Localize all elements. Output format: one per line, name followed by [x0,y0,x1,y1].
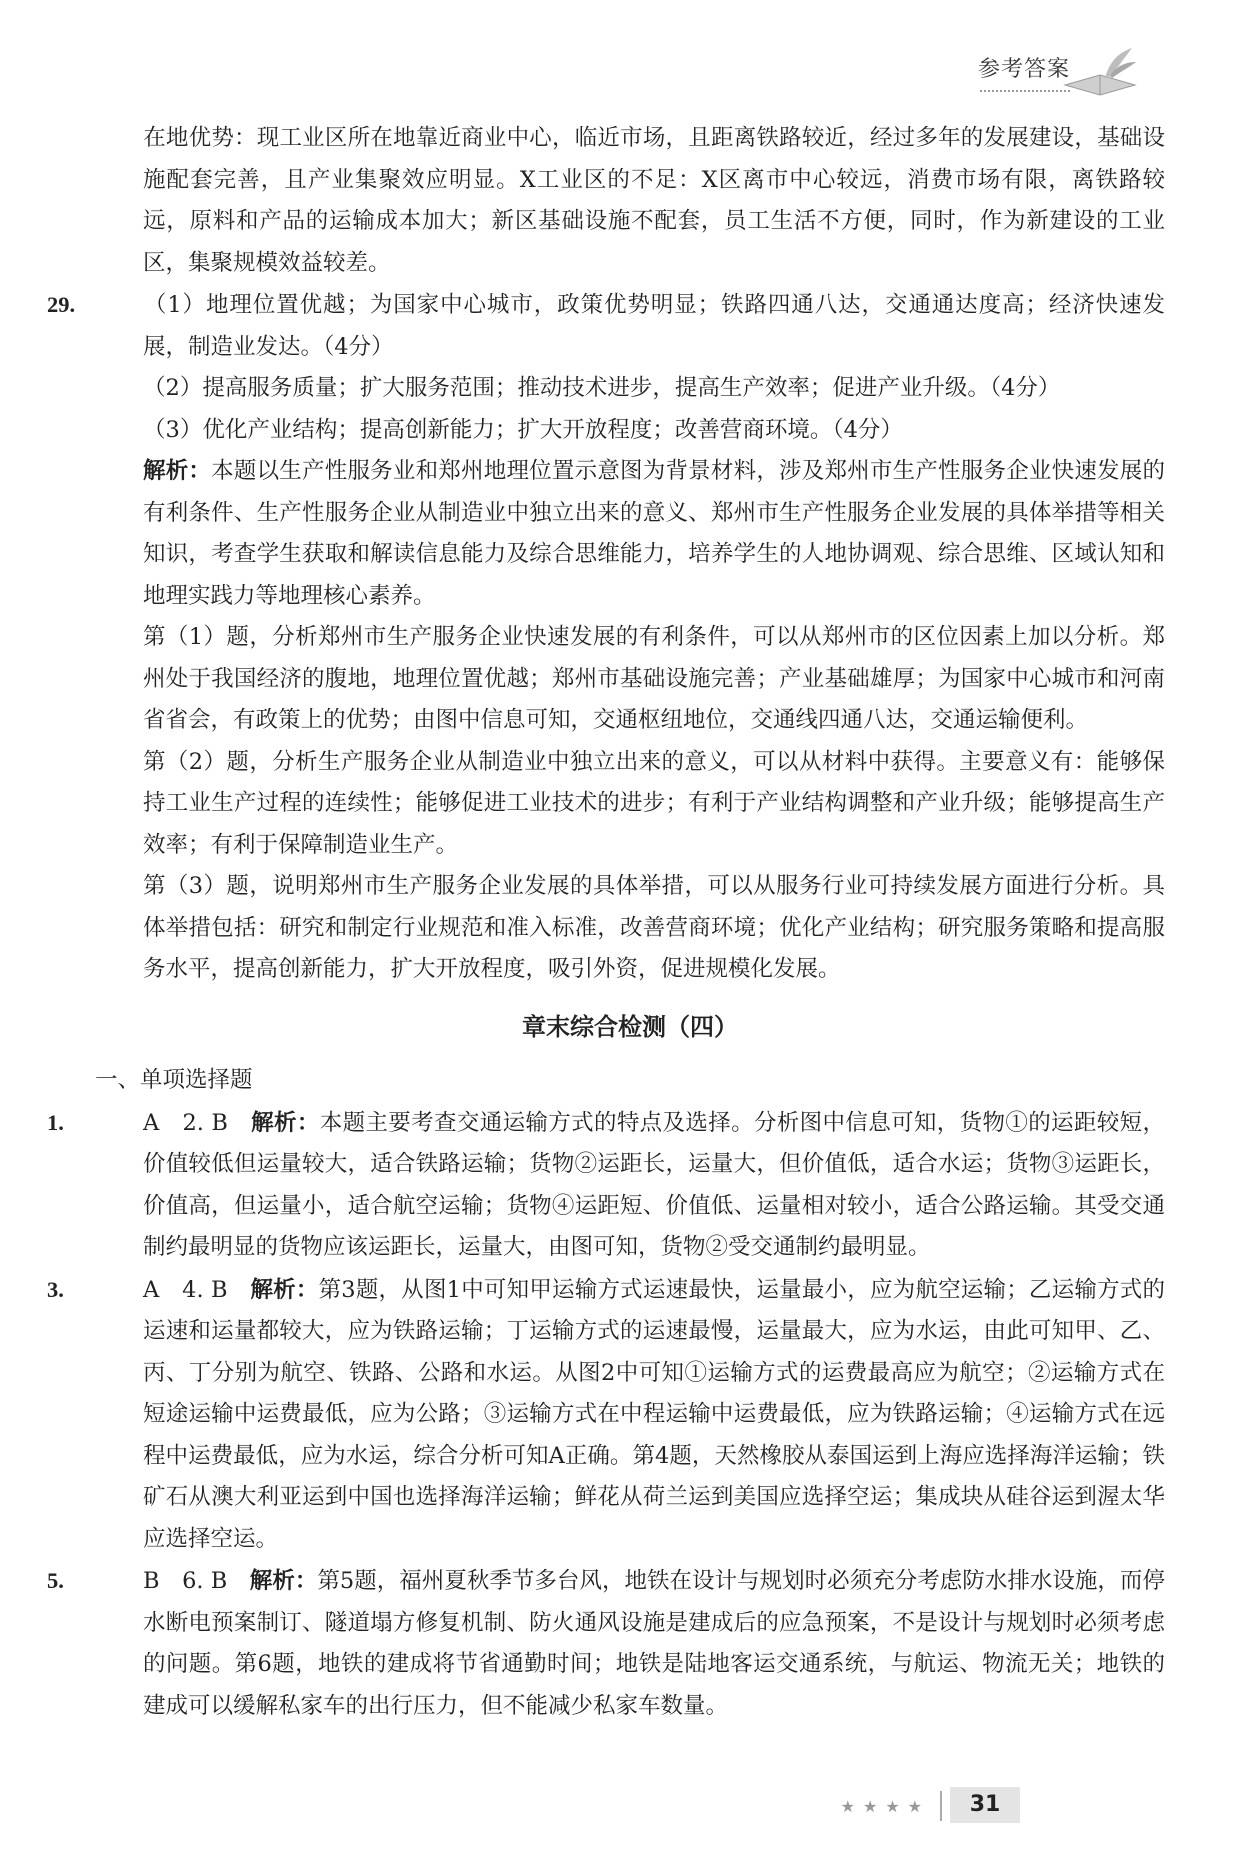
book-plant-icon [1060,40,1140,100]
q29-answer-1 [47,284,1165,368]
analysis-label: 解析： [249,1568,318,1594]
item-5-6 [47,1560,1165,1727]
page-number: 31 [950,1787,1020,1823]
q29-analysis [95,451,1165,617]
header-dotted-line [980,90,1070,92]
footer-divider [940,1791,942,1821]
analysis-label: 解析： [143,458,212,484]
q29-answer-3: （3）优化产业结构；提高创新能力；扩大开放程度；改善营商环境。（4分） [143,416,903,443]
intro-paragraph [95,118,1165,284]
item-3-4 [47,1269,1165,1561]
question-number: 3. [47,1276,64,1302]
q29-part1: 第（1）题，分析郑州市生产服务企业快速发展的有利条件，可以从郑州市的区位因素上加以分析。郑州处于我国经济的腹地，地理位置优越；郑州市基础设施完善；产业基础雄厚；为国家中心城市和河南省省会，有政策上的优势；由图中信息可知，交通枢纽地位，交通线四通八达，交通运输便利。 [143,624,1165,733]
analysis-text: 本题以生产性服务业和郑州地理位置示意图为背景材料，涉及郑州市生产性服务企业快速发展的有利条件、生产性服务企业从制造业中独立出来的意义、郑州市生产性服务企业发展的具体举措等相关知识，考查学生获取和解读信息能力及综合思维能力，培养学生的人地协调观、综合思维、区域认知和地理实践力等地理核心素养。 [143,458,1165,609]
analysis-text: 本题主要考查交通运输方式的特点及选择。分析图中信息可知，货物①的运距较短，价值较低但运量较大，适合铁路运输；货物②运距长，运量大，但价值低，适合水运；货物③运距长，价值高，但运量小，适合航空运输；货物④运距短、价值低、运量相对较小，适合公路运输。其受交通制约最明显的货物应该运距长，运量大，由图可知，货物②受交通制约最明显。 [143,1109,1165,1260]
header-title: 参考答案 [977,57,1070,82]
page-footer [810,1787,1020,1827]
star-rating: ★★★★ [840,1797,930,1816]
subhead: 一、单项选择题 [95,1067,253,1093]
analysis-label: 解析： [250,1276,319,1303]
q29-answer-2: （2）提高服务质量；扩大服务范围；推动技术进步，提高生产效率；促进产业升级。（4分） [143,375,1061,401]
answer-choices: A 2. B [143,1109,252,1136]
question-number: 1. [47,1109,64,1135]
intro-text: 在地优势：现工业区所在地靠近商业中心，临近市场，且距离铁路较近，经过多年的发展建设，基础设施配套完善，且产业集聚效应明显。X工业区的不足：X区离市中心较远，消费市场有限，离铁路较远，原料和产品的运输成本加大；新区基础设施不配套，员工生活不方便，同时，作为新建设的工业区，集聚规模效益较差。 [143,125,1165,276]
question-number: 29. [47,292,76,317]
question-number: 5. [47,1568,64,1593]
analysis-label: 解析： [251,1109,320,1136]
item-1-2 [47,1102,1165,1269]
q29-part3: 第（3）题，说明郑州市生产服务企业发展的具体举措，可以从服务行业可持续发展方面进行分析。具体举措包括：研究和制定行业规范和准入标准，改善营商环境；优化产业结构；研究服务策略和提高服务水平，提高创新能力，扩大开放程度，吸引外资，促进规模化发展。 [143,873,1165,982]
answer-choices: A 4. B [143,1276,251,1303]
answer-choices: B 6. B [143,1568,250,1594]
q29-part2: 第（2）题，分析生产服务企业从制造业中独立出来的意义，可以从材料中获得。主要意义有：能够保持工业生产过程的连续性；能够促进工业技术的进步；有利于产业结构调整和产业升级；能够提高生产效率；有利于保障制造业生产。 [143,748,1165,858]
section-title: 章末综合检测（四） [522,1012,738,1041]
answer-content [47,118,1165,1727]
page-header [770,40,1190,100]
analysis-text: 第3题，从图1中可知甲运输方式运速最快，运量最小，应为航空运输；乙运输方式的运速和运量都较大，应为铁路运输；丁运输方式的运速最慢，运量最大，应为水运，由此可知甲、乙、丙、丁分别为航空、铁路、公路和水运。从图2中可知①运输方式的运费最高应为航空；②运输方式在短途运输中运费最低，应为公路；③运输方式在中程运输中运费最低，应为铁路运输；④运输方式在远程中运费最低，应为水运，综合分析可知A正确。第4题，天然橡胶从泰国运到上海应选择海洋运输；铁矿石从澳大利亚运到中国也选择海洋运输；鲜花从荷兰运到美国应选择空运；集成块从硅谷运到渥太华应选择空运。 [143,1276,1165,1552]
answer-text: （1）地理位置优越；为国家中心城市，政策优势明显；铁路四通八达，交通通达度高；经济快速发展，制造业发达。（4分） [143,292,1165,360]
analysis-text: 第5题，福州夏秋季节多台风，地铁在设计与规划时必须充分考虑防水排水设施，而停水断电预案制订、隧道塌方修复机制、防火通风设施是建成后的应急预案，不是设计与规划时必须考虑的问题。第6题，地铁的建成将节省通勤时间；地铁是陆地客运交通系统，与航运、物流无关；地铁的建成可以缓解私家车的出行压力，但不能减少私家车数量。 [143,1568,1165,1719]
